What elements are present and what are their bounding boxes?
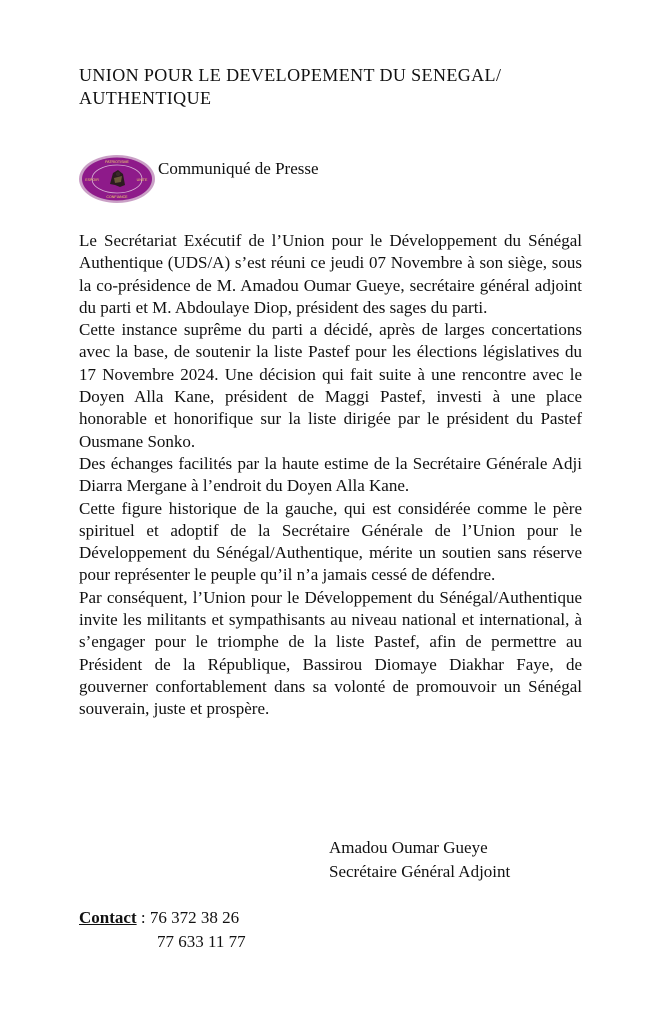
paragraph: Cette instance suprême du parti a décidé, après de larges concertations avec la base, de soutenir la liste Pastef pour les élections législatives du 17 Novembre 2024. Une décision qui fait suite à une rencontre avec le Doyen Alla Kane, président de Maggi Pastef, investi à une place honorable et honorifique sur la liste dirigée par le président du Pastef Ousmane Sonko. xyxy=(79,320,582,451)
organization-title-line2: AUTHENTIQUE xyxy=(79,88,212,108)
contact-phone-1: 76 372 38 26 xyxy=(149,908,240,927)
press-release-body xyxy=(79,230,582,721)
paragraph: Le Secrétariat Exécutif de l’Union pour le Développement du Sénégal Authentique (UDS/A) s’est réuni ce jeudi 07 Novembre à son siège, sous la co-présidence de M. Amadou Oumar Gueye, secrétaire général adjoint du parti et M. Abdoulaye Diop, président des sages du parti. xyxy=(79,231,582,317)
paragraph: Cette figure historique de la gauche, qui est considérée comme le père spirituel et adoptif de la Secrétaire Générale de l’Union pour le Développement du Sénégal/Authentique, mérite un soutien sans réserve pour représenter le peuple qu’il n’a jamais cessé de défendre. xyxy=(79,498,582,585)
contact-separator: : xyxy=(136,908,150,927)
party-logo xyxy=(78,154,156,204)
contact-block xyxy=(79,906,246,954)
logo-row xyxy=(78,154,578,210)
signatory-role: Secrétaire Général Adjoint xyxy=(329,862,511,881)
paragraph: Des échanges facilités par la haute estime de la Secrétaire Générale Adji Diarra Mergane à l’endroit du Doyen Alla Kane. xyxy=(79,453,582,496)
contact-phone-2: 77 633 11 77 xyxy=(157,932,246,951)
press-release-title: Communiqué de Presse xyxy=(158,159,319,178)
contact-label: Contact xyxy=(79,908,137,927)
paragraph: Par conséquent, l’Union pour le Développement du Sénégal/Authentique invite les militants et sympathisants au niveau national et international, à s’engager pour le triomphe de la liste Pastef, afin de permettre au Président de la République, Bassirou Diomaye Diakhar Faye, de gouverner confortablement dans sa volonté de promouvoir un Sénégal souverain, juste et prospère. xyxy=(79,587,582,719)
contact-line-1 xyxy=(79,906,246,930)
logo-text-right: UNITE xyxy=(136,178,148,182)
signatory-name: Amadou Oumar Gueye xyxy=(329,838,488,857)
logo-text-top: PATRIOTISME xyxy=(105,160,129,164)
organization-title xyxy=(79,64,599,110)
logo-text-bottom: CONFIANCE xyxy=(106,195,128,199)
signature-block xyxy=(329,836,510,884)
organization-title-line1: UNION POUR LE DEVELOPEMENT DU SENEGAL/ xyxy=(79,65,502,85)
logo-text-left: ESPOIR xyxy=(85,178,99,182)
